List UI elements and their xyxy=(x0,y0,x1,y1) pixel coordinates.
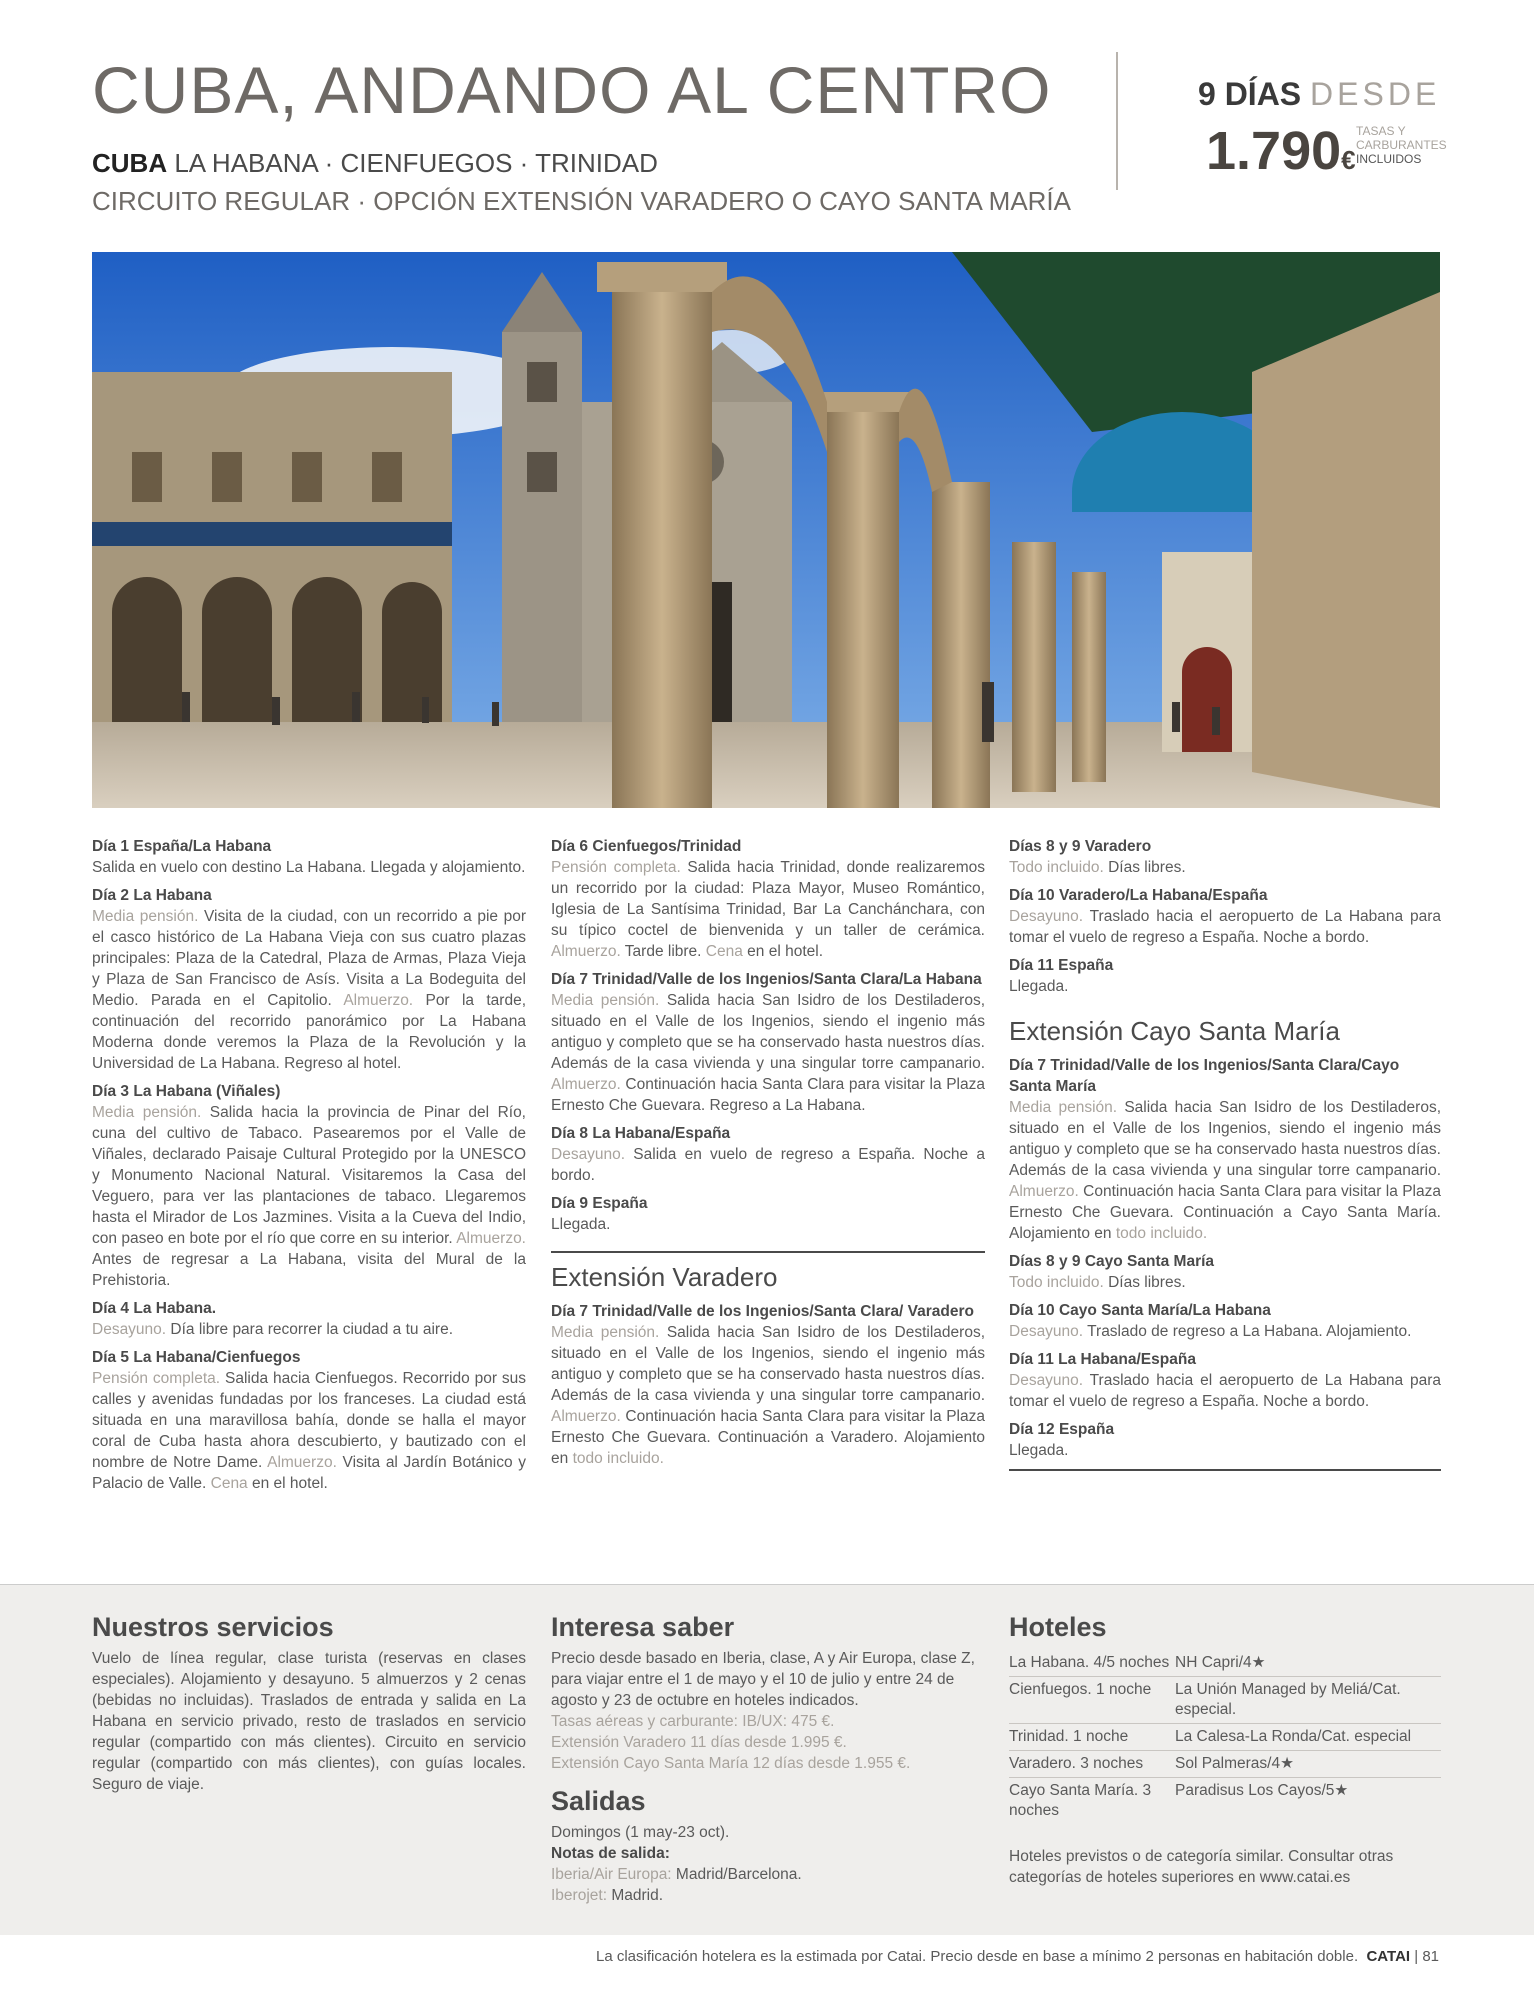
hotel-name: Paradisus Los Cayos/5★ xyxy=(1175,1782,1349,1799)
table-row xyxy=(1009,1724,1441,1751)
day-text: Traslado hacia el aeropuerto de La Habana para tomar el vuelo de regreso a España. Noche a bordo. xyxy=(1009,1372,1441,1410)
day-text: Llegada. xyxy=(1009,1442,1069,1459)
hotel-city: Cayo Santa María. 3 noches xyxy=(1009,1782,1152,1819)
day-heading: Días 8 y 9 Cayo Santa María xyxy=(1009,1253,1215,1270)
day-text: Visita al Jardín Botánico y Palacio de Valle. xyxy=(92,1454,526,1492)
services-title: Nuestros servicios xyxy=(92,1612,334,1642)
day-text: Salida hacia San Isidro de los Destiladeros, situado en el Valle de los Ingenios, siendo el ingenio más antiguo y completo que se ha conservado hasta nuestros días. Además de la casa vivienda y una singular torre campanario. xyxy=(551,992,986,1072)
day-6 xyxy=(551,836,985,962)
meal-plan: Media pensión. xyxy=(1009,1099,1118,1116)
cayo-extension-title: Extensión Cayo Santa María xyxy=(1009,1016,1340,1046)
day-text: Salida hacia San Isidro de los Destiladeros, situado en el Valle de los Ingenios, siendo el ingenio más antiguo y completo que se ha conservado hasta nuestros días. Además de la casa vivienda y una singular torre campanario. xyxy=(551,1324,986,1404)
duration xyxy=(1198,76,1440,113)
day-heading: Día 10 Cayo Santa María/La Habana xyxy=(1009,1302,1271,1319)
day-text: Llegada. xyxy=(551,1216,611,1233)
day-text: Salida hacia la provincia de Pinar del Río, cuna del cultivo de Tabaco. Pasearemos por el Valle de Viñales, declarado Paisaje Cultural Protegido por la UNESCO y Monumento Nacional Natural. Visitaremos la Casa del Veguero, para ver las plantaciones de tabaco. Llegaremos hasta el Mirador de Los Jazmines. Visita a la Cueva del Indio, con paseo en bote por el río que corre en su interior. xyxy=(92,1104,526,1247)
meal: Almuerzo. xyxy=(343,992,414,1009)
day-text: Salida en vuelo con destino La Habana. Llegada y alojamiento. xyxy=(92,859,526,876)
tour-type: CIRCUITO REGULAR · OPCIÓN EXTENSIÓN VARADERO O CAYO SANTA MARÍA xyxy=(92,186,1071,216)
departures-text: Domingos (1 may-23 oct). xyxy=(551,1824,730,1841)
day-3 xyxy=(92,1081,526,1291)
taxes-line xyxy=(551,1711,985,1732)
day-text: Antes de regresar a La Habana, visita del Mural de la Prehistoria. xyxy=(92,1251,526,1289)
varadero-day-10 xyxy=(1009,885,1441,948)
airline-cities: Madrid. xyxy=(607,1887,664,1904)
day-5 xyxy=(92,1347,526,1494)
day-heading: Día 12 España xyxy=(1009,1421,1115,1438)
days-from: DESDE xyxy=(1310,76,1441,112)
day-heading: Día 11 La Habana/España xyxy=(1009,1351,1196,1368)
day-text: Por la tarde, continuación del recorrido panorámico por La Habana Moderna donde veremos la Plaza de la Revolución y la Universidad de La Habana. Regreso al hotel. xyxy=(92,992,526,1072)
meal-plan: todo incluido. xyxy=(572,1450,664,1467)
itinerary-column-1 xyxy=(92,836,526,1501)
meal-plan: Desayuno. xyxy=(1009,1323,1084,1340)
country: CUBA xyxy=(92,148,168,178)
itinerary-column-3 xyxy=(1009,836,1441,1471)
day-heading: Día 3 La Habana (Viñales) xyxy=(92,1083,281,1100)
meal-plan: Media pensión. xyxy=(551,1324,660,1341)
meal-plan: Pensión completa. xyxy=(551,859,681,876)
cayo-day-12 xyxy=(1009,1419,1441,1461)
hotel-city: Cienfuegos. 1 noche xyxy=(1009,1677,1175,1724)
tax-note-label: TASAS Y CARBURANTES xyxy=(1356,124,1447,152)
brand-name: CATAI xyxy=(1366,1948,1411,1965)
day-text: Día libre para recorrer la ciudad a tu aire. xyxy=(166,1321,453,1338)
page-title: CUBA, ANDANDO AL CENTRO xyxy=(92,53,1052,127)
meal: Almuerzo. xyxy=(1009,1183,1079,1200)
day-text: Traslado hacia el aeropuerto de La Habana para tomar el vuelo de regreso a España. Noche a bordo. xyxy=(1009,908,1441,946)
day-heading: Día 10 Varadero/La Habana/España xyxy=(1009,887,1268,904)
day-heading: Día 9 España xyxy=(551,1195,648,1212)
destinations-line xyxy=(92,148,658,179)
day-heading: Día 1 España/La Habana xyxy=(92,838,272,855)
day-4 xyxy=(92,1298,526,1340)
airline-label: Iberojet: xyxy=(551,1887,608,1904)
day-text: Salida hacia Trinidad, donde realizaremos un recorrido por la ciudad: Plaza Mayor, Museo Romántico, Iglesia de La Santísima Trinidad, Bar La Canchánchara, con su típico coctel de bienvenida y un taller de cerámica. xyxy=(551,859,985,939)
meal: Almuerzo. xyxy=(551,943,621,960)
hotel-name: La Unión Managed by Meliá/Cat. especial. xyxy=(1175,1677,1441,1724)
taxes-value: IB/UX: 475 €. xyxy=(737,1713,835,1730)
info-text: Precio desde basado en Iberia, clase, A y Air Europa, clase Z, para viajar entre el 1 de mayo y el 10 de julio y entre 24 de agosto y 23 de octubre en hoteles indicados. xyxy=(551,1650,975,1709)
cayo-day-10 xyxy=(1009,1300,1441,1342)
itinerary-column-2 xyxy=(551,836,985,1476)
meal-plan: Desayuno. xyxy=(1009,1372,1084,1389)
varadero-extension-title: Extensión Varadero xyxy=(551,1251,985,1293)
day-heading: Día 7 Trinidad/Valle de los Ingenios/Santa Clara/La Habana xyxy=(551,971,982,988)
meal-plan: Todo incluido. xyxy=(1009,1274,1104,1291)
hotel-city: Varadero. 3 noches xyxy=(1009,1751,1175,1778)
table-row xyxy=(1009,1650,1441,1677)
day-heading: Día 7 Trinidad/Valle de los Ingenios/Santa Clara/Cayo Santa María xyxy=(1009,1057,1400,1095)
day-heading: Día 6 Cienfuegos/Trinidad xyxy=(551,838,742,855)
section-end-rule xyxy=(1009,1469,1441,1471)
meal-plan: Media pensión. xyxy=(92,908,199,925)
info-title: Interesa saber xyxy=(551,1612,735,1642)
hotel-name: La Calesa-La Ronda/Cat. especial xyxy=(1175,1724,1441,1751)
day-text: Días libres. xyxy=(1103,1274,1186,1291)
meal: Cena xyxy=(210,1475,248,1492)
taxes-label: Tasas aéreas y carburante: xyxy=(551,1713,738,1730)
meal-plan: Todo incluido. xyxy=(1009,859,1104,876)
varadero-day-11 xyxy=(1009,955,1441,997)
day-heading: Días 8 y 9 Varadero xyxy=(1009,838,1152,855)
hotels-table xyxy=(1009,1650,1441,1824)
price xyxy=(1206,120,1356,182)
hotels-section xyxy=(1009,1610,1441,1888)
day-text: Continuación hacia Santa Clara para visitar la Plaza Ernesto Che Guevara. Continuación a Varadero. Alojamiento en xyxy=(551,1408,985,1467)
airline-label: Iberia/Air Europa: xyxy=(551,1866,672,1883)
services-section xyxy=(92,1610,526,1795)
day-8 xyxy=(551,1123,985,1186)
meal: Almuerzo. xyxy=(456,1230,526,1247)
varadero-days-8-9 xyxy=(1009,836,1441,878)
meal-plan: Desayuno. xyxy=(551,1146,626,1163)
tax-note xyxy=(1356,124,1466,166)
hotels-title: Hoteles xyxy=(1009,1612,1107,1642)
day-7 xyxy=(551,969,985,1116)
table-row xyxy=(1009,1751,1441,1778)
day-9 xyxy=(551,1193,985,1235)
day-text: Continuación hacia Santa Clara para visitar la Plaza Ernesto Che Guevara. Regreso a La Habana. xyxy=(551,1076,985,1114)
meal-plan: Desayuno. xyxy=(92,1321,167,1338)
header-divider xyxy=(1116,52,1118,190)
day-text: Salida en vuelo de regreso a España. Noche a bordo. xyxy=(551,1146,985,1184)
day-text: Continuación hacia Santa Clara para visitar la Plaza Ernesto Che Guevara. Continuación a Cayo Santa María. Alojamiento en xyxy=(1009,1183,1441,1242)
day-heading: Día 11 España xyxy=(1009,957,1114,974)
day-heading: Día 8 La Habana/España xyxy=(551,1125,731,1142)
day-1 xyxy=(92,836,526,878)
cayo-days-8-9 xyxy=(1009,1251,1441,1293)
footer-note: La clasificación hotelera es la estimada por Catai. Precio desde en base a mínimo 2 personas en habitación doble. xyxy=(596,1948,1359,1965)
day-text: en el hotel. xyxy=(742,943,824,960)
day-text: Llegada. xyxy=(1009,978,1069,995)
page-number: 81 xyxy=(1422,1948,1439,1965)
day-text: Días libres. xyxy=(1103,859,1186,876)
meal-plan: Media pensión. xyxy=(551,992,660,1009)
meal-plan: Media pensión. xyxy=(92,1104,202,1121)
day-heading: Día 5 La Habana/Cienfuegos xyxy=(92,1349,301,1366)
airline-cities: Madrid/Barcelona. xyxy=(671,1866,802,1883)
cathedral-plaza-photo xyxy=(92,252,1440,808)
meal-plan: Desayuno. xyxy=(1009,908,1084,925)
departure-note-2 xyxy=(551,1885,985,1906)
table-row xyxy=(1009,1677,1441,1724)
day-text: en el hotel. xyxy=(247,1475,328,1492)
day-text: Traslado de regreso a La Habana. Alojamiento. xyxy=(1083,1323,1412,1340)
price-value: 1.790 xyxy=(1206,121,1342,181)
varadero-day-7 xyxy=(551,1301,985,1469)
meal: Almuerzo. xyxy=(551,1076,621,1093)
day-heading: Día 4 La Habana. xyxy=(92,1300,217,1317)
hotels-note: Hoteles previstos o de categoría similar. Consultar otras categorías de hoteles superiores en www.catai.es xyxy=(1009,1848,1394,1886)
meal: Almuerzo. xyxy=(267,1454,337,1471)
day-2 xyxy=(92,885,526,1074)
hotel-name: Sol Palmeras/4★ xyxy=(1175,1751,1441,1778)
day-text: Salida hacia Cienfuegos. Recorrido por sus calles y avenidas fundadas por los franceses. La ciudad está situada en una maravillosa bahía, donde se halla el mayor coral de Cuba hasta ahora descubierto, y bautizado con el nombre de Notre Dame. xyxy=(92,1370,526,1471)
tax-included: INCLUIDOS xyxy=(1356,152,1422,166)
departure-notes-title: Notas de salida: xyxy=(551,1845,670,1862)
day-text: Visita de la ciudad, con un recorrido a pie por el casco histórico de La Habana Vieja con sus cuatro plazas principales: Plaza de la Catedral, Plaza de Armas, Plaza Vieja y Plaza de San Francisco de Asís. Visita a La Bodeguita del Medio. Parada en el Capitolio. xyxy=(92,908,527,1009)
meal-plan: todo incluido. xyxy=(1115,1225,1208,1242)
day-text: Tarde libre. xyxy=(620,943,706,960)
days-count: 9 DÍAS xyxy=(1198,76,1302,112)
cayo-day-11 xyxy=(1009,1349,1441,1412)
day-heading: Día 7 Trinidad/Valle de los Ingenios/Santa Clara/ Varadero xyxy=(551,1303,974,1320)
cayo-day-7 xyxy=(1009,1055,1441,1244)
services-text: Vuelo de línea regular, clase turista (reservas en clases especiales). Alojamiento y desayuno. 5 almuerzos y 2 cenas (bebidas no incluidas). Traslados de entrada y salida en La Habana en servicio privado, resto de traslados en servicio regular (compartido con más clientes). Circuito en servicio regular (compartido con más clientes), con guías locales. Seguro de viaje. xyxy=(92,1650,526,1793)
footer: La clasificación hotelera es la estimada por Catai. Precio desde en base a mínimo 2 personas en habitación doble. CATAI | 81 xyxy=(596,1948,1439,1965)
meal: Cena xyxy=(705,943,743,960)
table-row xyxy=(1009,1778,1441,1825)
cities: LA HABANA · CIENFUEGOS · TRINIDAD xyxy=(174,148,658,178)
departure-note-1 xyxy=(551,1864,985,1885)
meal-plan: Pensión completa. xyxy=(92,1370,221,1387)
hotel-city: La Habana. 4/5 noches xyxy=(1009,1650,1175,1677)
day-heading: Día 2 La Habana xyxy=(92,887,212,904)
departures-title: Salidas xyxy=(551,1786,646,1816)
meal: Almuerzo. xyxy=(551,1408,621,1425)
price-currency: € xyxy=(1341,145,1356,175)
hotel-city: Trinidad. 1 noche xyxy=(1009,1724,1175,1751)
day-text: Salida hacia San Isidro de los Destiladeros, situado en el Valle de los Ingenios, siendo el ingenio más antiguo y completo que se ha conservado hasta nuestros días. Además de la casa vivienda y una singular torre campanario. xyxy=(1009,1099,1442,1179)
hotel-name: NH Capri/4★ xyxy=(1175,1650,1441,1677)
varadero-ext-price: Extensión Varadero 11 días desde 1.995 €. xyxy=(551,1734,847,1751)
info-section xyxy=(551,1610,985,1906)
cayo-ext-price: Extensión Cayo Santa María 12 días desde 1.955 €. xyxy=(551,1755,911,1772)
